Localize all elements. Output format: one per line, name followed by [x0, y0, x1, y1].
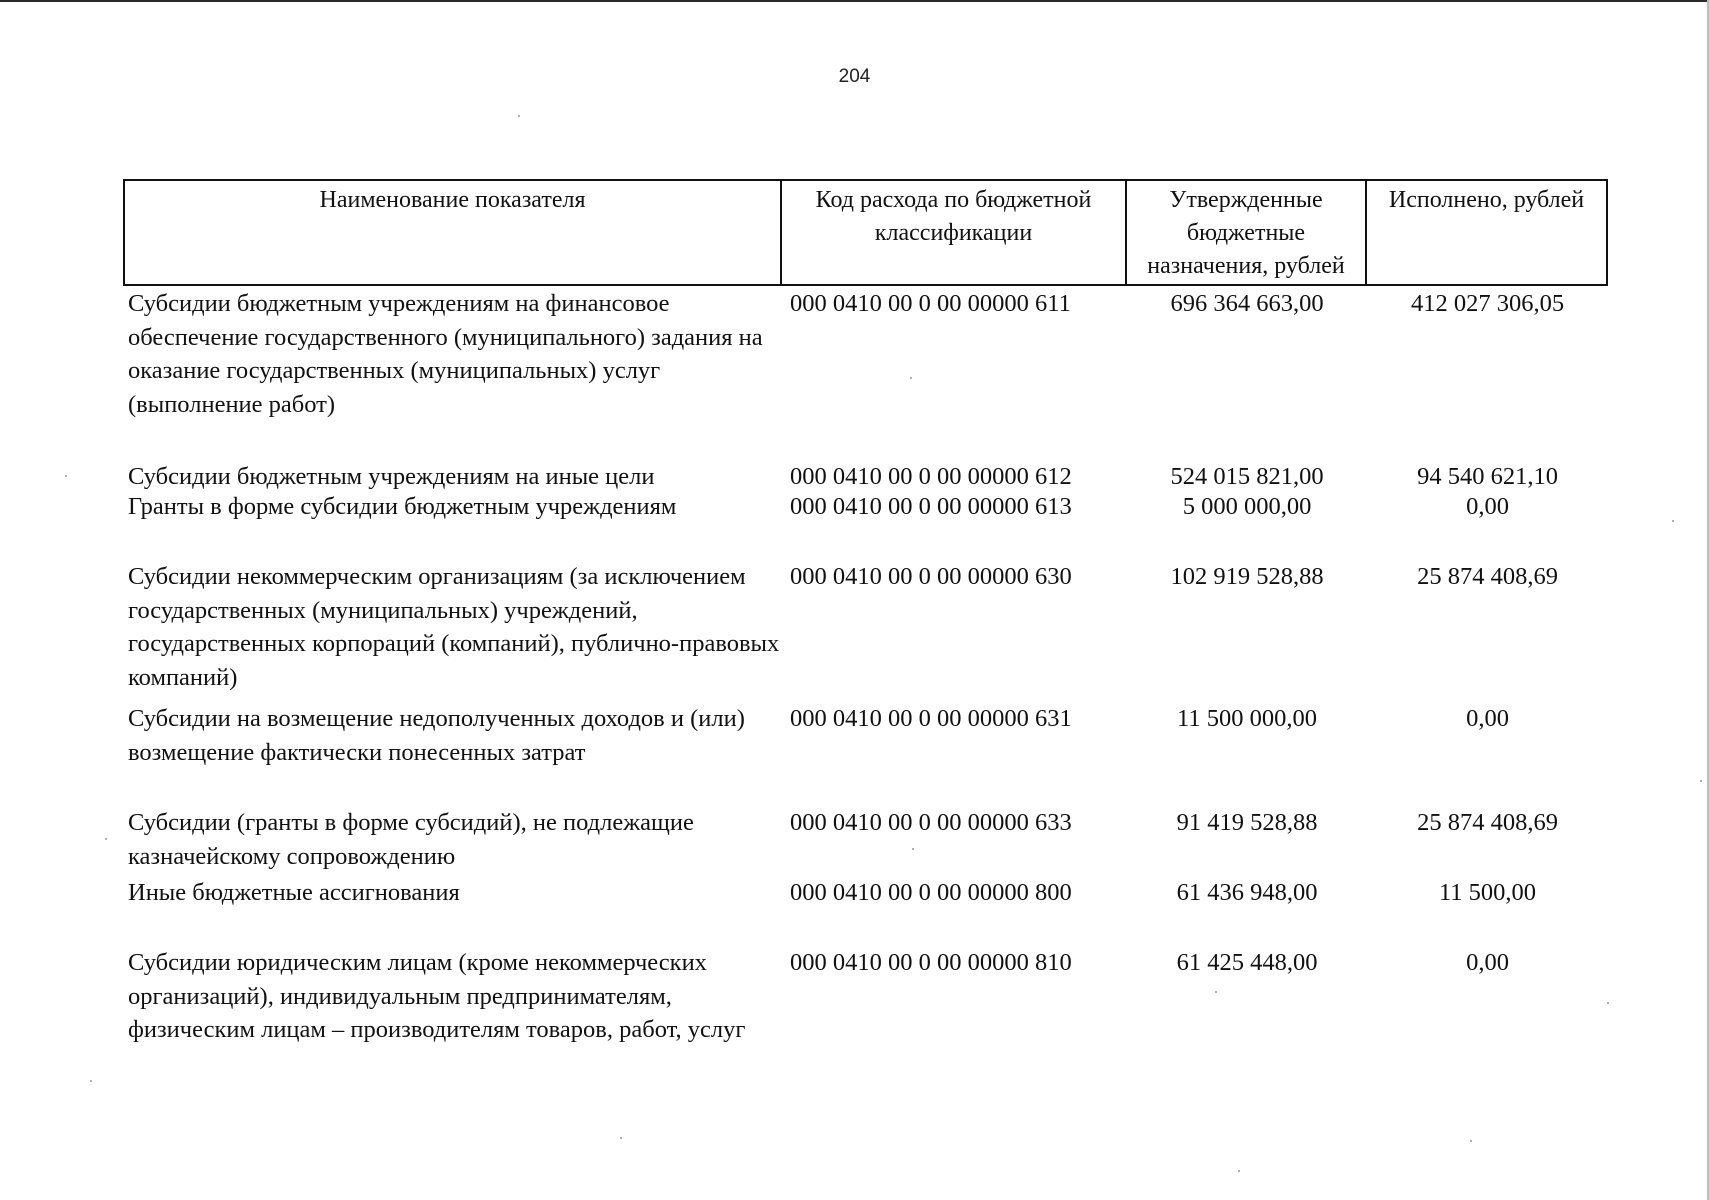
- scan-speck: [1672, 520, 1674, 522]
- row-executed: 412 027 306,05: [1410, 290, 1565, 317]
- row-approved: 61 425 448,00: [1176, 949, 1318, 976]
- table-row: [125, 460, 1608, 494]
- scan-speck: [65, 475, 67, 477]
- scan-speck: [90, 1080, 92, 1082]
- row-executed: 94 540 621,10: [1417, 463, 1558, 490]
- header-approved: Утвержденные бюджетные назначения, рублей: [1127, 181, 1367, 284]
- scan-speck: [1238, 1170, 1240, 1172]
- row-name: Субсидии бюджетным учреждениям на иные цели: [128, 463, 655, 490]
- scan-speck: [518, 115, 520, 117]
- row-code: 000 0410 00 0 00 00000 631: [790, 705, 1072, 732]
- table-row: [125, 560, 1608, 694]
- row-code: 000 0410 00 0 00 00000 613: [790, 493, 1072, 520]
- row-name: Гранты в форме субсидии бюджетным учреждениям: [128, 493, 677, 520]
- row-approved: 91 419 528,88: [1176, 809, 1318, 836]
- table-row: [125, 490, 1608, 524]
- table-row: [125, 876, 1608, 910]
- row-executed: 25 874 408,69: [1417, 563, 1558, 590]
- header-executed: Исполнено, рублей: [1388, 187, 1585, 213]
- row-name: Субсидии юридическим лицам (кроме некоммерческих организаций), индивидуальным предпринимателям, физическим лицам – производителям товаров, работ, услуг: [128, 949, 746, 1043]
- row-code: 000 0410 00 0 00 00000 800: [790, 879, 1072, 906]
- row-approved: 11 500 000,00: [1177, 705, 1317, 732]
- table-row: [125, 946, 1608, 1047]
- row-name: Субсидии на возмещение недополученных доходов и (или) возмещение фактически понесенных затрат: [128, 705, 745, 766]
- row-code: 000 0410 00 0 00 00000 612: [790, 463, 1072, 490]
- row-code: 000 0410 00 0 00 00000 630: [790, 563, 1072, 590]
- scan-speck: [105, 838, 107, 840]
- row-code: 000 0410 00 0 00 00000 810: [790, 949, 1072, 976]
- scan-speck: [1700, 780, 1702, 782]
- row-name: Субсидии (гранты в форме субсидий), не подлежащие казначейскому сопровождению: [128, 809, 694, 870]
- scan-speck: [912, 848, 914, 850]
- row-executed: 0,00: [1466, 705, 1509, 732]
- row-code: 000 0410 00 0 00 00000 611: [790, 290, 1071, 317]
- scan-speck: [1215, 991, 1217, 993]
- page-number: 204: [838, 66, 871, 87]
- header-name: Наименование показателя: [125, 181, 782, 284]
- row-approved: 61 436 948,00: [1176, 879, 1318, 906]
- table-row: [125, 287, 1608, 421]
- row-approved: 696 364 663,00: [1170, 290, 1324, 317]
- scan-speck: [910, 377, 912, 379]
- row-code: 000 0410 00 0 00 00000 633: [790, 809, 1072, 836]
- scan-speck: [1470, 1140, 1472, 1142]
- row-name: Субсидии некоммерческим организациям (за исключением государственных (муниципальных) учреждений, государственных корпораций (компаний), публично-правовых компаний): [128, 563, 780, 691]
- row-executed: 0,00: [1466, 493, 1509, 520]
- row-approved: 5 000 000,00: [1182, 493, 1312, 520]
- row-executed: 11 500,00: [1438, 879, 1537, 906]
- scan-speck: [1607, 1002, 1609, 1004]
- scan-speck: [620, 1137, 622, 1139]
- table-row: [125, 702, 1608, 769]
- row-approved: 102 919 528,88: [1170, 563, 1324, 590]
- row-approved: 524 015 821,00: [1170, 463, 1324, 490]
- row-name: Субсидии бюджетным учреждениям на финансовое обеспечение государственного (муниципального) задания на оказание государственных (муниципальных) услуг (выполнение работ): [128, 290, 763, 418]
- row-name: Иные бюджетные ассигнования: [128, 879, 460, 906]
- row-executed: 0,00: [1466, 949, 1509, 976]
- row-executed: 25 874 408,69: [1417, 809, 1558, 836]
- table-row: [125, 806, 1608, 873]
- header-code: Код расхода по бюджетной классификации: [782, 181, 1127, 284]
